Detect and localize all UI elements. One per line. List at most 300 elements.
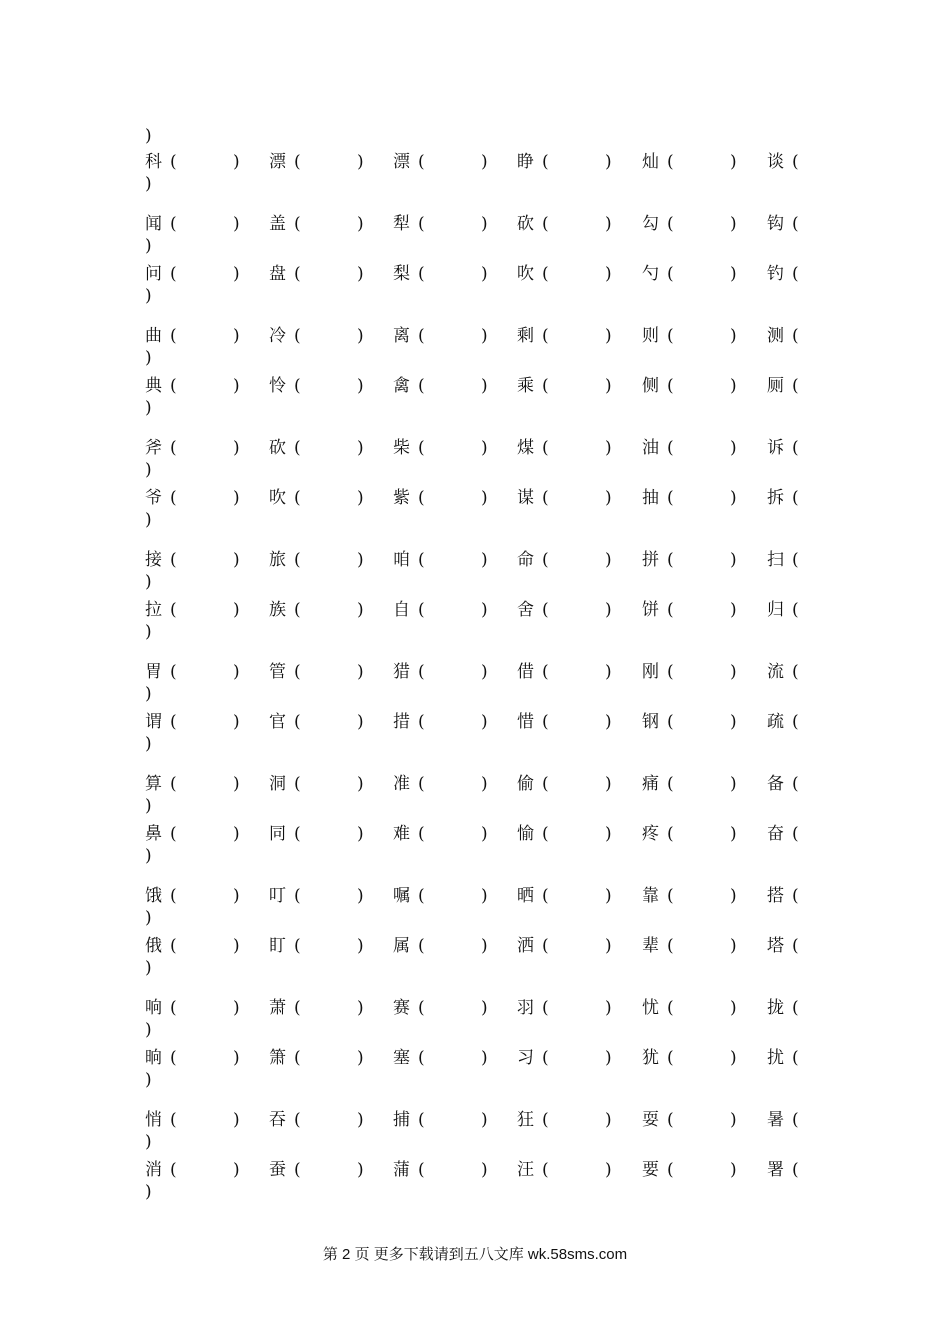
wrapped-close-paren: ) [145, 236, 152, 256]
open-paren: ( [542, 376, 549, 396]
open-paren: ( [792, 1048, 799, 1068]
open-paren: ( [542, 998, 549, 1018]
character-row [0, 884, 950, 908]
answer-blank-close: ) [605, 712, 612, 732]
character-cell: 测 [767, 326, 784, 346]
open-paren: ( [792, 1110, 799, 1130]
open-paren: ( [294, 550, 301, 570]
open-paren: ( [418, 1110, 425, 1130]
open-paren: ( [667, 550, 674, 570]
open-paren: ( [542, 326, 549, 346]
answer-blank-close: ) [233, 1048, 240, 1068]
character-cell: 流 [767, 662, 784, 682]
character-cell: 钢 [642, 712, 659, 732]
character-cell: 猎 [393, 662, 410, 682]
wrapped-close-paren: ) [145, 1182, 152, 1202]
open-paren: ( [542, 438, 549, 458]
wrapped-close-paren: ) [145, 958, 152, 978]
character-cell: 俄 [145, 936, 162, 956]
character-cell: 拆 [767, 488, 784, 508]
answer-blank-close: ) [357, 1160, 364, 1180]
open-paren: ( [667, 886, 674, 906]
wrapped-close-paren: ) [145, 622, 152, 642]
open-paren: ( [542, 214, 549, 234]
answer-blank-close: ) [233, 662, 240, 682]
character-cell: 羽 [517, 998, 534, 1018]
character-cell: 吞 [269, 1110, 286, 1130]
open-paren: ( [170, 600, 177, 620]
answer-blank-close: ) [481, 600, 488, 620]
character-cell: 离 [393, 326, 410, 346]
character-cell: 舍 [517, 600, 534, 620]
character-row [0, 374, 950, 398]
answer-blank-close: ) [233, 774, 240, 794]
open-paren: ( [542, 824, 549, 844]
answer-blank-close: ) [233, 712, 240, 732]
answer-blank-close: ) [357, 152, 364, 172]
open-paren: ( [792, 662, 799, 682]
wrapped-close-paren: ) [145, 908, 152, 928]
character-cell: 禽 [393, 376, 410, 396]
open-paren: ( [170, 488, 177, 508]
open-paren: ( [170, 152, 177, 172]
open-paren: ( [792, 886, 799, 906]
answer-blank-close: ) [357, 824, 364, 844]
character-row [0, 486, 950, 510]
character-cell: 响 [145, 998, 162, 1018]
character-cell: 准 [393, 774, 410, 794]
character-cell: 饿 [145, 886, 162, 906]
open-paren: ( [542, 152, 549, 172]
answer-blank-close: ) [605, 886, 612, 906]
answer-blank-close: ) [357, 712, 364, 732]
character-cell: 盘 [269, 264, 286, 284]
open-paren: ( [667, 1048, 674, 1068]
open-paren: ( [294, 1160, 301, 1180]
character-cell: 嘱 [393, 886, 410, 906]
open-paren: ( [294, 376, 301, 396]
open-paren: ( [542, 600, 549, 620]
answer-blank-close: ) [233, 824, 240, 844]
character-cell: 睁 [517, 152, 534, 172]
character-cell: 措 [393, 712, 410, 732]
answer-blank-close: ) [605, 376, 612, 396]
character-cell: 犹 [642, 1048, 659, 1068]
character-row [0, 548, 950, 572]
answer-blank-close: ) [357, 438, 364, 458]
character-cell: 咱 [393, 550, 410, 570]
character-cell: 拢 [767, 998, 784, 1018]
answer-blank-close: ) [357, 488, 364, 508]
open-paren: ( [792, 376, 799, 396]
answer-blank-close: ) [481, 712, 488, 732]
character-cell: 谋 [517, 488, 534, 508]
character-cell: 则 [642, 326, 659, 346]
character-cell: 蒲 [393, 1160, 410, 1180]
wrapped-close-paren: ) [145, 734, 152, 754]
character-cell: 洞 [269, 774, 286, 794]
open-paren: ( [667, 936, 674, 956]
open-paren: ( [667, 1110, 674, 1130]
character-cell: 归 [767, 600, 784, 620]
answer-blank-close: ) [605, 438, 612, 458]
wrapped-close-paren: ) [145, 174, 152, 194]
open-paren: ( [667, 600, 674, 620]
character-cell: 靠 [642, 886, 659, 906]
character-row [0, 598, 950, 622]
character-cell: 洒 [517, 936, 534, 956]
open-paren: ( [418, 886, 425, 906]
character-cell: 辈 [642, 936, 659, 956]
character-row [0, 710, 950, 734]
character-cell: 诉 [767, 438, 784, 458]
character-cell: 箫 [269, 1048, 286, 1068]
character-cell: 备 [767, 774, 784, 794]
open-paren: ( [170, 376, 177, 396]
open-paren: ( [542, 264, 549, 284]
character-cell: 剩 [517, 326, 534, 346]
answer-blank-close: ) [481, 264, 488, 284]
page-footer: 第 2 页 更多下载请到五八文库 wk.58sms.com [322, 1246, 628, 1263]
character-row [0, 772, 950, 796]
answer-blank-close: ) [605, 152, 612, 172]
character-cell: 厕 [767, 376, 784, 396]
answer-blank-close: ) [730, 438, 737, 458]
answer-blank-close: ) [481, 662, 488, 682]
character-cell: 接 [145, 550, 162, 570]
answer-blank-close: ) [605, 998, 612, 1018]
answer-blank-close: ) [605, 662, 612, 682]
open-paren: ( [170, 774, 177, 794]
character-cell: 油 [642, 438, 659, 458]
character-cell: 梨 [393, 264, 410, 284]
character-cell: 煤 [517, 438, 534, 458]
character-cell: 盯 [269, 936, 286, 956]
answer-blank-close: ) [730, 774, 737, 794]
character-cell: 吹 [269, 488, 286, 508]
answer-blank-close: ) [605, 774, 612, 794]
character-cell: 爷 [145, 488, 162, 508]
character-cell: 问 [145, 264, 162, 284]
open-paren: ( [542, 550, 549, 570]
open-paren: ( [667, 774, 674, 794]
character-cell: 同 [269, 824, 286, 844]
character-cell: 斧 [145, 438, 162, 458]
answer-blank-close: ) [233, 264, 240, 284]
character-cell: 消 [145, 1160, 162, 1180]
character-cell: 乘 [517, 376, 534, 396]
character-cell: 捕 [393, 1110, 410, 1130]
character-row [0, 324, 950, 348]
open-paren: ( [418, 488, 425, 508]
answer-blank-close: ) [233, 1160, 240, 1180]
answer-blank-close: ) [730, 152, 737, 172]
open-paren: ( [170, 438, 177, 458]
open-paren: ( [792, 488, 799, 508]
open-paren: ( [294, 152, 301, 172]
answer-blank-close: ) [730, 1160, 737, 1180]
answer-blank-close: ) [357, 376, 364, 396]
answer-blank-close: ) [605, 936, 612, 956]
answer-blank-close: ) [481, 824, 488, 844]
answer-blank-close: ) [730, 824, 737, 844]
character-cell: 扫 [767, 550, 784, 570]
character-cell: 惜 [517, 712, 534, 732]
character-cell: 疏 [767, 712, 784, 732]
character-cell: 奋 [767, 824, 784, 844]
character-cell: 算 [145, 774, 162, 794]
answer-blank-close: ) [357, 550, 364, 570]
answer-blank-close: ) [233, 886, 240, 906]
open-paren: ( [418, 998, 425, 1018]
character-cell: 谓 [145, 712, 162, 732]
character-cell: 暑 [767, 1110, 784, 1130]
open-paren: ( [170, 662, 177, 682]
open-paren: ( [294, 662, 301, 682]
open-paren: ( [170, 326, 177, 346]
character-cell: 扰 [767, 1048, 784, 1068]
character-cell: 柴 [393, 438, 410, 458]
open-paren: ( [294, 824, 301, 844]
open-paren: ( [667, 326, 674, 346]
answer-blank-close: ) [730, 886, 737, 906]
answer-blank-close: ) [357, 1110, 364, 1130]
character-cell: 谈 [767, 152, 784, 172]
character-row [0, 996, 950, 1020]
character-cell: 萧 [269, 998, 286, 1018]
character-cell: 赛 [393, 998, 410, 1018]
open-paren: ( [170, 1110, 177, 1130]
character-cell: 勾 [642, 214, 659, 234]
leading-close-paren: ) [145, 126, 152, 146]
character-cell: 习 [517, 1048, 534, 1068]
answer-blank-close: ) [730, 712, 737, 732]
open-paren: ( [170, 1048, 177, 1068]
open-paren: ( [170, 550, 177, 570]
open-paren: ( [792, 550, 799, 570]
answer-blank-close: ) [605, 488, 612, 508]
character-row [0, 262, 950, 286]
open-paren: ( [294, 936, 301, 956]
character-cell: 塞 [393, 1048, 410, 1068]
answer-blank-close: ) [357, 662, 364, 682]
character-cell: 管 [269, 662, 286, 682]
character-row [0, 934, 950, 958]
answer-blank-close: ) [605, 214, 612, 234]
character-cell: 要 [642, 1160, 659, 1180]
character-cell: 晌 [145, 1048, 162, 1068]
open-paren: ( [792, 438, 799, 458]
character-cell: 叮 [269, 886, 286, 906]
open-paren: ( [667, 824, 674, 844]
open-paren: ( [294, 600, 301, 620]
open-paren: ( [418, 1160, 425, 1180]
open-paren: ( [418, 600, 425, 620]
character-cell: 漂 [393, 152, 410, 172]
answer-blank-close: ) [481, 326, 488, 346]
open-paren: ( [667, 376, 674, 396]
answer-blank-close: ) [481, 376, 488, 396]
answer-blank-close: ) [357, 600, 364, 620]
answer-blank-close: ) [233, 936, 240, 956]
character-cell: 科 [145, 152, 162, 172]
open-paren: ( [418, 1048, 425, 1068]
open-paren: ( [170, 998, 177, 1018]
character-cell: 旅 [269, 550, 286, 570]
answer-blank-close: ) [481, 774, 488, 794]
character-cell: 自 [393, 600, 410, 620]
answer-blank-close: ) [233, 152, 240, 172]
wrapped-close-paren: ) [145, 1020, 152, 1040]
answer-blank-close: ) [730, 214, 737, 234]
open-paren: ( [418, 936, 425, 956]
character-cell: 犁 [393, 214, 410, 234]
answer-blank-close: ) [357, 1048, 364, 1068]
open-paren: ( [542, 886, 549, 906]
answer-blank-close: ) [233, 488, 240, 508]
character-cell: 难 [393, 824, 410, 844]
open-paren: ( [170, 214, 177, 234]
open-paren: ( [792, 326, 799, 346]
answer-blank-close: ) [233, 1110, 240, 1130]
answer-blank-close: ) [357, 936, 364, 956]
answer-blank-close: ) [730, 376, 737, 396]
character-cell: 盖 [269, 214, 286, 234]
open-paren: ( [294, 214, 301, 234]
answer-blank-close: ) [481, 998, 488, 1018]
answer-blank-close: ) [605, 326, 612, 346]
open-paren: ( [170, 824, 177, 844]
character-cell: 勺 [642, 264, 659, 284]
open-paren: ( [667, 662, 674, 682]
character-cell: 侧 [642, 376, 659, 396]
open-paren: ( [792, 264, 799, 284]
character-cell: 悄 [145, 1110, 162, 1130]
character-cell: 借 [517, 662, 534, 682]
open-paren: ( [792, 1160, 799, 1180]
answer-blank-close: ) [730, 488, 737, 508]
open-paren: ( [418, 662, 425, 682]
open-paren: ( [792, 152, 799, 172]
open-paren: ( [170, 264, 177, 284]
character-cell: 族 [269, 600, 286, 620]
wrapped-close-paren: ) [145, 348, 152, 368]
open-paren: ( [418, 712, 425, 732]
answer-blank-close: ) [357, 214, 364, 234]
open-paren: ( [418, 550, 425, 570]
character-cell: 愉 [517, 824, 534, 844]
open-paren: ( [294, 712, 301, 732]
answer-blank-close: ) [481, 1160, 488, 1180]
open-paren: ( [542, 774, 549, 794]
answer-blank-close: ) [481, 152, 488, 172]
open-paren: ( [294, 438, 301, 458]
answer-blank-close: ) [730, 326, 737, 346]
open-paren: ( [542, 712, 549, 732]
open-paren: ( [418, 152, 425, 172]
open-paren: ( [667, 998, 674, 1018]
character-cell: 晒 [517, 886, 534, 906]
character-cell: 刚 [642, 662, 659, 682]
open-paren: ( [170, 936, 177, 956]
character-cell: 耍 [642, 1110, 659, 1130]
open-paren: ( [667, 438, 674, 458]
character-cell: 钓 [767, 264, 784, 284]
open-paren: ( [667, 488, 674, 508]
open-paren: ( [294, 774, 301, 794]
open-paren: ( [294, 998, 301, 1018]
open-paren: ( [294, 886, 301, 906]
open-paren: ( [542, 488, 549, 508]
answer-blank-close: ) [730, 998, 737, 1018]
open-paren: ( [170, 1160, 177, 1180]
answer-blank-close: ) [481, 488, 488, 508]
wrapped-close-paren: ) [145, 398, 152, 418]
open-paren: ( [792, 998, 799, 1018]
answer-blank-close: ) [233, 214, 240, 234]
character-row [0, 436, 950, 460]
character-cell: 忧 [642, 998, 659, 1018]
answer-blank-close: ) [730, 264, 737, 284]
character-cell: 曲 [145, 326, 162, 346]
answer-blank-close: ) [233, 998, 240, 1018]
open-paren: ( [294, 1048, 301, 1068]
answer-blank-close: ) [357, 326, 364, 346]
answer-blank-close: ) [730, 1110, 737, 1130]
answer-blank-close: ) [357, 264, 364, 284]
open-paren: ( [418, 326, 425, 346]
character-cell: 痛 [642, 774, 659, 794]
character-row [0, 822, 950, 846]
character-row [0, 1108, 950, 1132]
answer-blank-close: ) [605, 1160, 612, 1180]
open-paren: ( [418, 824, 425, 844]
open-paren: ( [792, 214, 799, 234]
character-cell: 闻 [145, 214, 162, 234]
wrapped-close-paren: ) [145, 1070, 152, 1090]
answer-blank-close: ) [481, 886, 488, 906]
character-cell: 抽 [642, 488, 659, 508]
wrapped-close-paren: ) [145, 460, 152, 480]
character-cell: 怜 [269, 376, 286, 396]
open-paren: ( [792, 824, 799, 844]
character-row [0, 150, 950, 174]
answer-blank-close: ) [730, 550, 737, 570]
answer-blank-close: ) [233, 438, 240, 458]
answer-blank-close: ) [481, 1048, 488, 1068]
character-cell: 鼻 [145, 824, 162, 844]
character-cell: 疼 [642, 824, 659, 844]
character-cell: 署 [767, 1160, 784, 1180]
character-cell: 汪 [517, 1160, 534, 1180]
wrapped-close-paren: ) [145, 1132, 152, 1152]
character-cell: 偷 [517, 774, 534, 794]
character-cell: 官 [269, 712, 286, 732]
character-cell: 灿 [642, 152, 659, 172]
answer-blank-close: ) [233, 376, 240, 396]
open-paren: ( [542, 1110, 549, 1130]
open-paren: ( [542, 936, 549, 956]
answer-blank-close: ) [481, 214, 488, 234]
character-cell: 搭 [767, 886, 784, 906]
open-paren: ( [667, 712, 674, 732]
answer-blank-close: ) [481, 1110, 488, 1130]
character-cell: 典 [145, 376, 162, 396]
wrapped-close-paren: ) [145, 572, 152, 592]
open-paren: ( [418, 214, 425, 234]
answer-blank-close: ) [605, 824, 612, 844]
character-cell: 紫 [393, 488, 410, 508]
